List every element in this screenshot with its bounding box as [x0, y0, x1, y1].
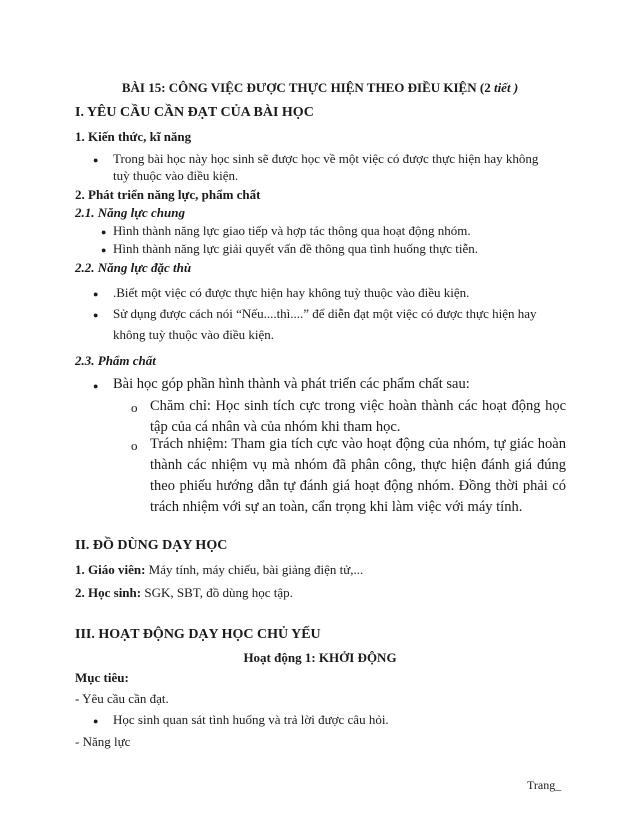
page-footer: Trang_	[527, 778, 562, 792]
student-line	[75, 585, 293, 601]
section-3-heading: III. HOẠT ĐỘNG DẠY HỌC CHỦ YẾU	[75, 627, 321, 642]
specific-ability-heading: 2.2. Năng lực đặc thù	[75, 260, 192, 275]
quality-item-responsibility: Trách nhiệm: Tham gia tích cực vào hoạt động của nhóm, tự giác hoàn thành các nhiệm vụ mà nhóm đã phân công, thực hiện đánh giá đúng theo phiếu hướng dẫn tự đánh giá hoạt động nhóm. Đồng thời phải có trách nhiệm với sự an toàn, cẩn trọng khi làm việc với máy tính.	[150, 436, 566, 515]
bullet-icon: ●	[93, 310, 99, 320]
circle-bullet-icon: o	[131, 438, 138, 453]
activity-title: Hoạt động 1: KHỞI ĐỘNG	[243, 650, 397, 665]
teacher-label: 1. Giáo viên:	[75, 562, 146, 577]
general-item-2: Hình thành năng lực giải quyết vấn đề thông qua tình huống thực tiễn.	[113, 241, 479, 256]
skills-heading: 2. Phát triển năng lực, phẩm chất	[75, 187, 261, 202]
objective-label: Mục tiêu:	[75, 670, 129, 685]
section-2-heading: II. ĐỒ DÙNG DẠY HỌC	[75, 538, 228, 553]
specific-item-1: .Biết một việc có được thực hiện hay không tuỳ thuộc vào điều kiện.	[113, 285, 470, 300]
bullet-icon: ●	[93, 155, 99, 165]
bullet-icon: ●	[101, 245, 107, 255]
section-1-heading: I. YÊU CẦU CẦN ĐẠT CỦA BÀI HỌC	[75, 105, 314, 120]
lesson-duration: tiết	[493, 80, 511, 95]
bullet-icon: ●	[93, 716, 99, 726]
teacher-text: Máy tính, máy chiếu, bài giảng điện tử,...	[145, 562, 364, 577]
student-label: 2. Học sinh:	[75, 585, 142, 600]
lesson-title	[0, 80, 640, 96]
general-ability-heading: 2.1. Năng lực chung	[75, 205, 185, 220]
general-item-1: Hình thành năng lực giao tiếp và hợp tác thông qua hoạt động nhóm.	[113, 223, 471, 238]
knowledge-item-line-2: tuỳ thuộc vào điều kiện.	[113, 168, 239, 183]
bullet-icon: ●	[93, 289, 99, 299]
knowledge-heading: 1. Kiến thức, kĩ năng	[75, 129, 192, 144]
circle-bullet-icon: o	[131, 400, 138, 415]
bullet-icon: ●	[101, 227, 107, 237]
lesson-title-text: BÀI 15: CÔNG VIỆC ĐƯỢC THỰC HIỆN THEO ĐIỀU KIỆN (2	[121, 80, 491, 95]
lesson-duration-close: )	[510, 80, 519, 95]
requirement-line: - Yêu cầu cần đạt.	[75, 691, 169, 706]
teacher-line	[75, 562, 363, 578]
specific-item-2-line-2: không tuỳ thuộc vào điều kiện.	[113, 327, 275, 342]
quality-intro: Bài học góp phần hình thành và phát triển các phẩm chất sau:	[113, 376, 470, 392]
ability-line: - Năng lực	[75, 734, 131, 749]
bullet-icon: ●	[93, 381, 99, 391]
requirement-item: Học sinh quan sát tình huống và trả lời được câu hỏi.	[113, 712, 389, 727]
student-text: SGK, SBT, đồ dùng học tập.	[141, 585, 293, 600]
quality-item-diligence: Chăm chỉ: Học sinh tích cực trong việc hoàn thành các hoạt động học tập của cá nhân và của nhóm khi tham học.	[150, 398, 566, 435]
knowledge-item-line-1: Trong bài học này học sinh sẽ được học về một việc có được thực hiện hay không	[113, 151, 539, 166]
specific-item-2-line-1: Sử dụng được cách nói “Nếu....thì....” để diễn đạt một việc có được thực hiện hay	[113, 306, 537, 321]
quality-heading: 2.3. Phẩm chất	[75, 353, 156, 368]
